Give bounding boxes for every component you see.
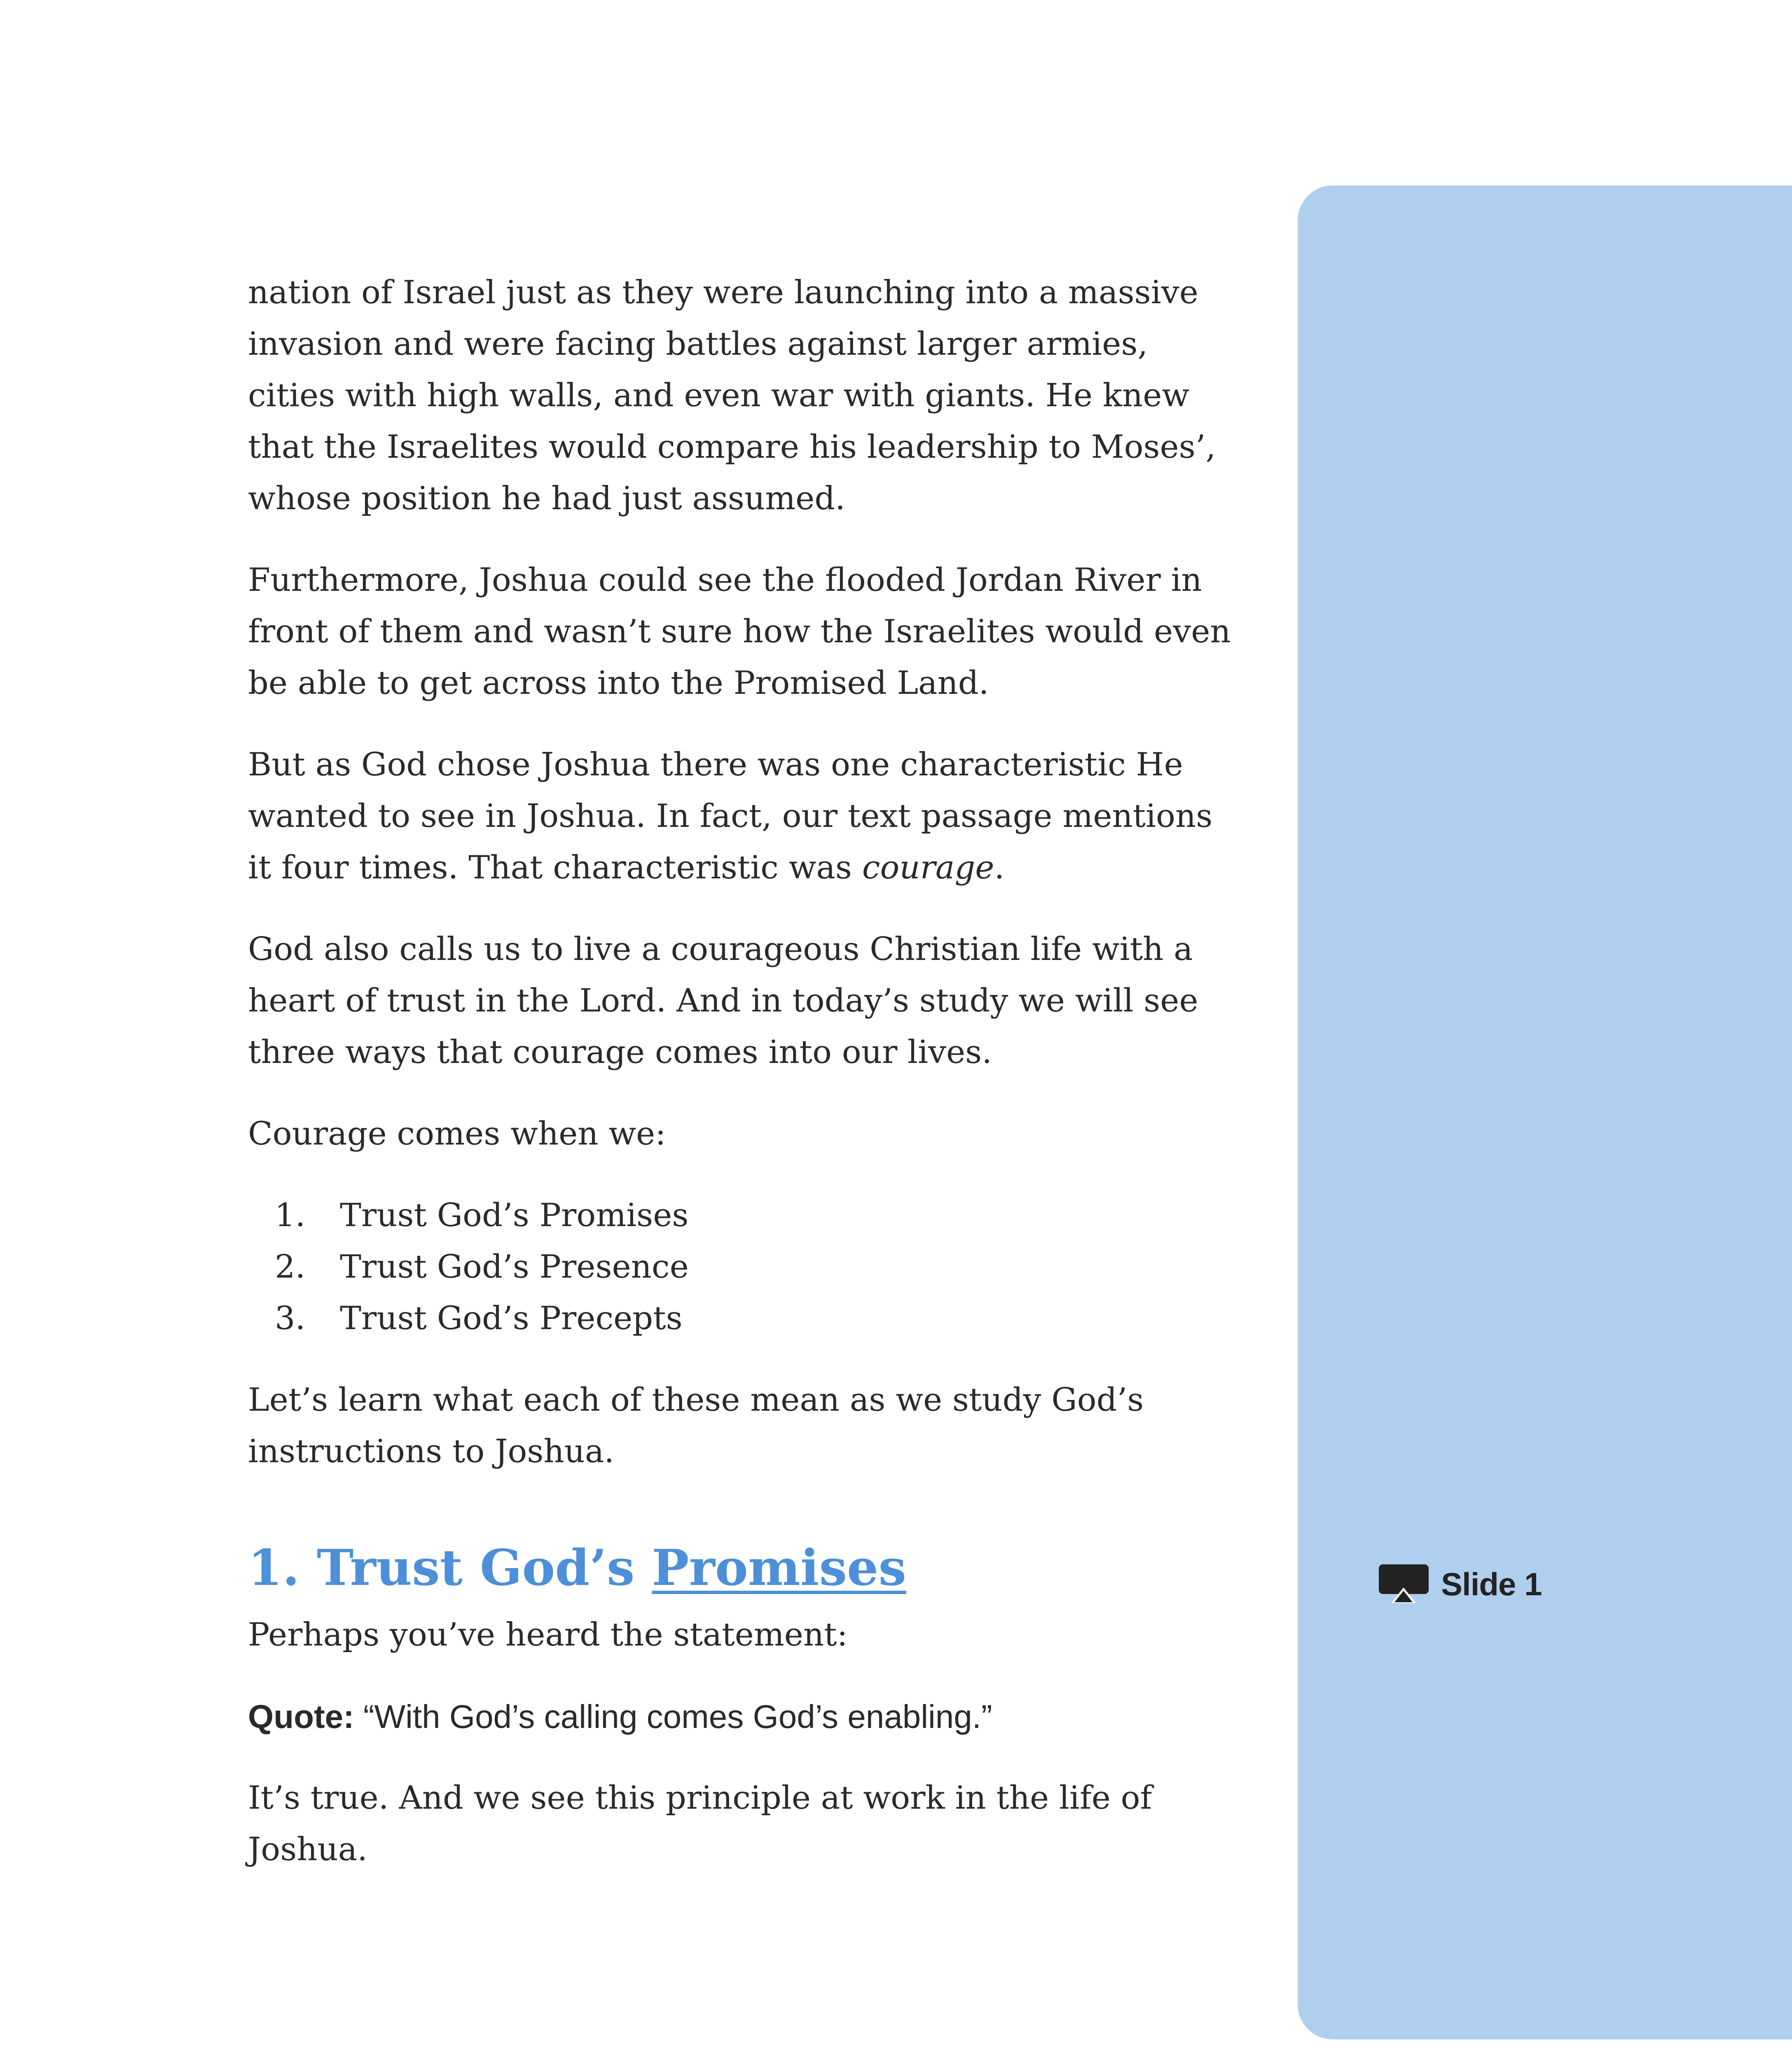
list-item-number: 1. [275, 1197, 306, 1234]
section-heading [248, 1535, 1245, 1601]
quote-text: “With God’s calling comes God’s enabling.” [363, 1698, 992, 1735]
slide-projector-icon [1378, 1564, 1429, 1605]
paragraph-statement-intro: Perhaps you’ve heard the statement: [248, 1616, 848, 1653]
slide-label: Slide 1 [1441, 1566, 1542, 1602]
section-heading-underlined: Promises [652, 1539, 906, 1597]
slide-reference[interactable] [1378, 1564, 1542, 1605]
courage-text-before: But as God chose Joshua there was one characteristic He wanted to see in Joshua. In fact, our text passage mentions it four times. That characteristic was [248, 746, 1213, 886]
quote-label: Quote: [248, 1698, 354, 1735]
main-content [248, 267, 1245, 1906]
paragraph-transition: Let’s learn what each of these mean as we study God’s instructions to Joshua. [248, 1381, 1144, 1470]
list-item [248, 1241, 1245, 1293]
paragraph-intro-2: Furthermore, Joshua could see the flooded Jordan River in front of them and wasn’t sure how the Israelites would even be able to get across into the Promised Land. [248, 562, 1231, 702]
paragraph-closing: It’s true. And we see this principle at work in the life of Joshua. [248, 1779, 1152, 1868]
paragraph-courage [248, 739, 1245, 894]
list-item-number: 2. [275, 1248, 306, 1285]
courage-steps-list [248, 1190, 1245, 1344]
list-item-text: Trust God’s Precepts [340, 1300, 683, 1337]
quote-block [248, 1691, 1245, 1742]
section-heading-prefix: 1. Trust God’s [248, 1539, 652, 1597]
list-intro: Courage comes when we: [248, 1115, 666, 1152]
courage-emphasis: courage [862, 849, 994, 886]
list-item-number: 3. [275, 1300, 306, 1337]
courage-text-after: . [994, 849, 1005, 886]
paragraph-call: God also calls us to live a courageous Christian life with a heart of trust in the Lord. And in today’s study we will see three ways that courage comes into our lives. [248, 931, 1198, 1071]
sidebar-panel [1298, 185, 1792, 2039]
list-item [248, 1293, 1245, 1344]
list-item-text: Trust God’s Promises [340, 1197, 689, 1234]
paragraph-intro-1: nation of Israel just as they were launching into a massive invasion and were facing battles against larger armies, cities with high walls, and even war with giants. He knew that the Israelites would compare his leadership to Moses’, whose position he had just assumed. [248, 274, 1216, 517]
list-item [248, 1190, 1245, 1241]
list-item-text: Trust God’s Presence [340, 1248, 689, 1285]
